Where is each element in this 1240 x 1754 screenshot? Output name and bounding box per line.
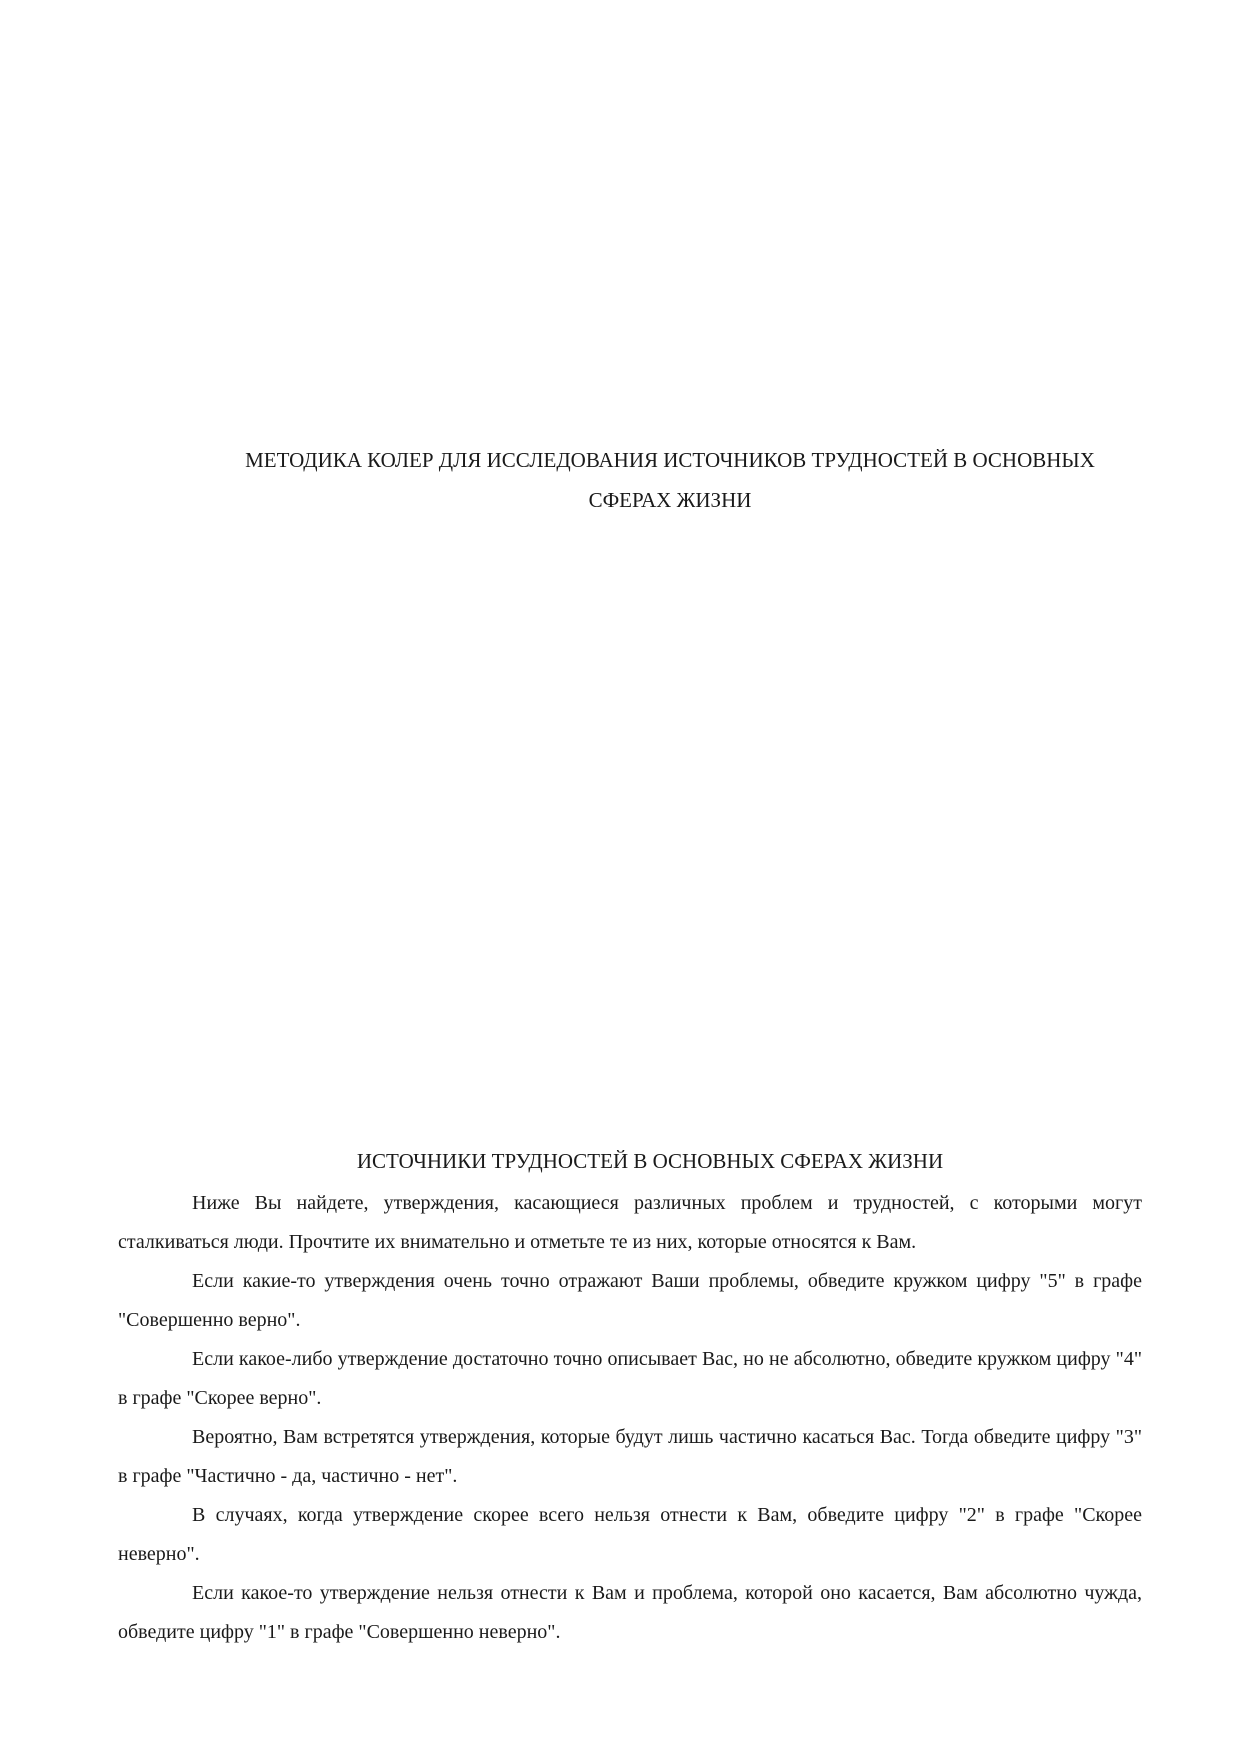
paragraph-score-5: Если какие-то утверждения очень точно отражают Ваши проблемы, обведите кружком цифру "5" в графе "Совершенно верно". bbox=[118, 1270, 1142, 1331]
paragraph-intro: Ниже Вы найдете, утверждения, касающиеся различных проблем и трудностей, с которыми могут сталкиваться люди. Прочтите их внимательно и отметьте те из них, которые относятся к Вам. bbox=[118, 1192, 1142, 1253]
main-title-line-1: МЕТОДИКА КОЛЕР ДЛЯ ИССЛЕДОВАНИЯ ИСТОЧНИКОВ ТРУДНОСТЕЙ В ОСНОВНЫХ bbox=[245, 448, 1095, 472]
main-title-line-2: СФЕРАХ ЖИЗНИ bbox=[588, 488, 752, 512]
instructions-section bbox=[118, 1146, 1142, 1652]
paragraph-score-3: Вероятно, Вам встретятся утверждения, которые будут лишь частично касаться Вас. Тогда обведите цифру "3" в графе "Частично - да, частично - нет". bbox=[118, 1426, 1142, 1487]
paragraph-score-1: Если какое-то утверждение нельзя отнести к Вам и проблема, которой оно касается, Вам абсолютно чужда, обведите цифру "1" в графе "Совершенно неверно". bbox=[118, 1582, 1142, 1643]
main-title bbox=[200, 440, 1140, 520]
paragraph-score-4: Если какое-либо утверждение достаточно точно описывает Вас, но не абсолютно, обведите кружком цифру "4" в графе "Скорее верно". bbox=[118, 1348, 1142, 1409]
paragraph-score-2: В случаях, когда утверждение скорее всего нельзя отнести к Вам, обведите цифру "2" в графе "Скорее неверно". bbox=[118, 1504, 1142, 1565]
section-title: ИСТОЧНИКИ ТРУДНОСТЕЙ В ОСНОВНЫХ СФЕРАХ ЖИЗНИ bbox=[356, 1149, 944, 1173]
